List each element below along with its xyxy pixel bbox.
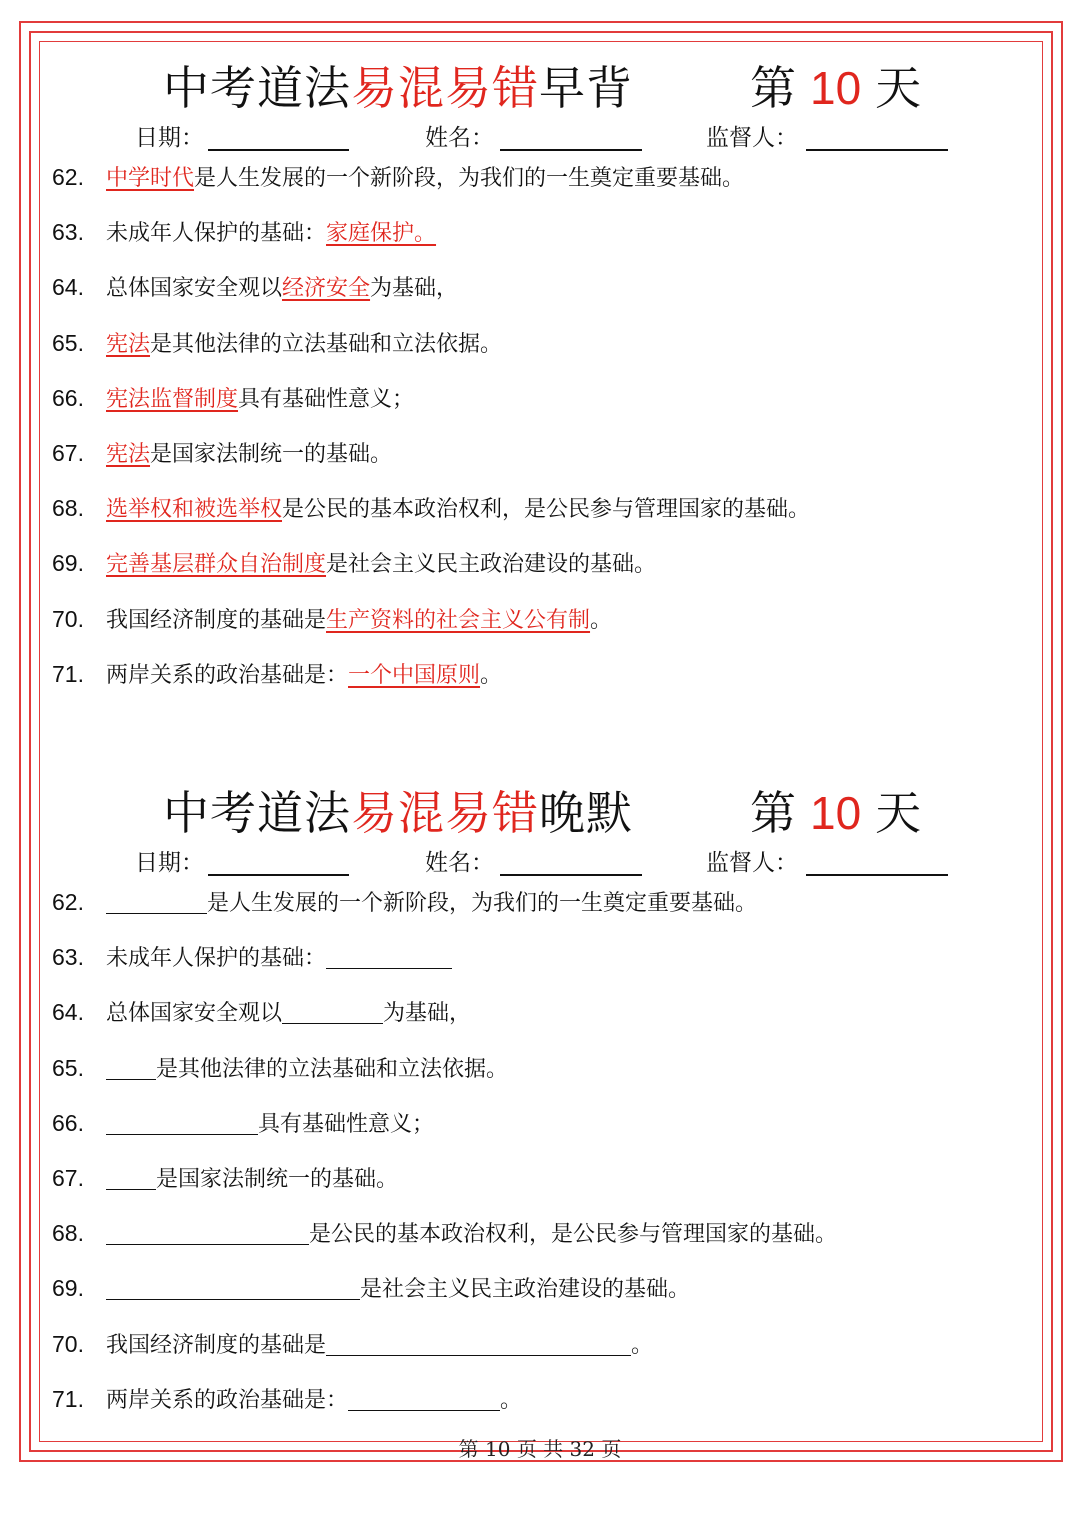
item-text-after: 。	[500, 1387, 523, 1413]
fill-in-blank[interactable]	[348, 1388, 500, 1411]
item-number: 64.	[52, 999, 84, 1026]
day-prefix: 第	[750, 61, 796, 115]
item-text-after: 为基础，	[383, 1001, 472, 1027]
list-item	[52, 381, 414, 415]
item-text-after: 是其他法律的立法基础和立法依据。	[150, 331, 503, 357]
list-item	[52, 1382, 522, 1416]
item-number: 65.	[52, 1054, 84, 1081]
name-field[interactable]	[500, 149, 642, 151]
item-text-after: 。	[631, 1332, 654, 1358]
list-item	[52, 1051, 508, 1085]
morning-day-label	[750, 56, 921, 120]
item-text-after: 为基础，	[370, 276, 459, 302]
fill-in-blank[interactable]	[282, 1001, 383, 1024]
title-prefix: 中考道法	[163, 61, 351, 115]
fill-in-blank[interactable]	[106, 1277, 360, 1300]
morning-title	[163, 56, 633, 120]
title-prefix: 中考道法	[163, 786, 351, 840]
supervisor-field[interactable]	[806, 874, 948, 876]
item-text-before: 总体国家安全观以	[106, 1001, 283, 1027]
name-label: 姓名：	[425, 125, 494, 151]
item-text-before: 我国经济制度的基础是	[106, 1332, 327, 1358]
list-item	[52, 326, 502, 360]
item-text-after: 是公民的基本政治权利，是公民参与管理国家的基础。	[282, 497, 811, 523]
title-suffix: 早背	[539, 61, 633, 115]
list-item	[52, 546, 656, 580]
item-text-after: 是人生发展的一个新阶段，为我们的一生奠定重要基础。	[194, 166, 745, 191]
item-number: 67.	[52, 440, 84, 466]
item-text-before: 未成年人保护的基础：	[106, 221, 327, 247]
item-number: 68.	[52, 1220, 84, 1247]
date-label: 日期：	[135, 850, 204, 876]
item-number: 65.	[52, 329, 84, 356]
date-field[interactable]	[208, 149, 349, 151]
day-suffix: 天	[875, 61, 922, 115]
fill-in-blank[interactable]	[326, 1333, 631, 1356]
fill-in-blank[interactable]	[106, 1057, 156, 1080]
item-number: 69.	[52, 550, 84, 577]
title-suffix: 晚默	[539, 786, 633, 840]
item-number: 63.	[52, 944, 84, 971]
list-item	[52, 1271, 690, 1305]
answer-highlight: 经济安全	[282, 276, 371, 302]
list-item	[52, 885, 757, 919]
fill-in-blank[interactable]	[106, 1222, 309, 1245]
list-item	[52, 436, 392, 470]
page-footer: 第 10 页 共 32 页	[458, 1437, 622, 1461]
item-number: 69.	[52, 1275, 84, 1302]
item-number: 71.	[52, 660, 84, 687]
day-suffix: 天	[875, 786, 922, 840]
morning-meta-row	[0, 122, 1080, 154]
item-text-after: 是其他法律的立法基础和立法依据。	[156, 1056, 509, 1082]
supervisor-label: 监督人：	[706, 125, 798, 151]
list-item	[52, 491, 810, 525]
list-item	[52, 215, 436, 249]
item-number: 62.	[52, 889, 84, 915]
item-number: 62.	[52, 164, 84, 190]
answer-highlight: 宪法监督制度	[106, 386, 239, 412]
title-highlight: 易混易错	[351, 61, 539, 115]
fill-in-blank[interactable]	[106, 1112, 258, 1135]
list-item	[52, 940, 452, 974]
item-text-before: 总体国家安全观以	[106, 276, 283, 302]
evening-meta-row	[0, 847, 1080, 879]
item-text-before: 两岸关系的政治基础是：	[106, 662, 349, 688]
item-number: 70.	[52, 605, 84, 632]
day-number: 10	[810, 787, 862, 839]
evening-day-label	[750, 781, 921, 845]
list-item	[52, 1161, 398, 1195]
item-text-after: 。	[480, 662, 503, 688]
item-number: 66.	[52, 1109, 84, 1136]
answer-highlight: 宪法	[106, 442, 151, 467]
answer-highlight: 完善基层群众自治制度	[106, 552, 327, 578]
item-text-before: 两岸关系的政治基础是：	[106, 1387, 349, 1413]
item-text-after: 是国家法制统一的基础。	[150, 442, 393, 467]
day-prefix: 第	[750, 786, 796, 840]
list-item	[52, 1106, 434, 1140]
fill-in-blank[interactable]	[106, 891, 207, 914]
date-field[interactable]	[208, 874, 349, 876]
item-text-before: 未成年人保护的基础：	[106, 946, 327, 972]
item-number: 67.	[52, 1165, 84, 1191]
title-highlight: 易混易错	[351, 786, 539, 840]
fill-in-blank[interactable]	[326, 946, 452, 969]
item-number: 66.	[52, 384, 84, 411]
list-item	[52, 160, 744, 194]
supervisor-label: 监督人：	[706, 850, 798, 876]
item-number: 71.	[52, 1385, 84, 1412]
answer-highlight: 选举权和被选举权	[106, 497, 283, 523]
item-text-after: 是人生发展的一个新阶段，为我们的一生奠定重要基础。	[207, 891, 758, 916]
answer-highlight: 生产资料的社会主义公有制	[326, 607, 591, 633]
date-label: 日期：	[135, 125, 204, 151]
name-label: 姓名：	[425, 850, 494, 876]
list-item	[52, 657, 502, 691]
item-text-before: 我国经济制度的基础是	[106, 607, 327, 633]
item-text-after: 是社会主义民主政治建设的基础。	[326, 552, 657, 578]
answer-highlight: 宪法	[106, 331, 151, 357]
list-item	[52, 995, 471, 1029]
day-number: 10	[810, 62, 862, 114]
item-number: 63.	[52, 219, 84, 246]
evening-title	[163, 781, 633, 845]
item-text-after: 是社会主义民主政治建设的基础。	[360, 1277, 691, 1303]
item-text-after: 是国家法制统一的基础。	[156, 1167, 399, 1192]
item-number: 68.	[52, 495, 84, 522]
item-text-after: 具有基础性意义；	[238, 386, 415, 412]
list-item	[52, 270, 458, 304]
fill-in-blank[interactable]	[106, 1167, 156, 1190]
list-item	[52, 602, 612, 636]
item-text-after: 。	[590, 607, 613, 633]
item-number: 70.	[52, 1330, 84, 1357]
supervisor-field[interactable]	[806, 149, 948, 151]
answer-highlight: 一个中国原则	[348, 662, 481, 688]
item-text-after: 具有基础性意义；	[258, 1111, 435, 1137]
answer-highlight: 中学时代	[106, 166, 195, 191]
list-item	[52, 1327, 653, 1361]
name-field[interactable]	[500, 874, 642, 876]
answer-highlight: 家庭保护。	[326, 221, 437, 247]
list-item	[52, 1216, 837, 1250]
item-text-after: 是公民的基本政治权利，是公民参与管理国家的基础。	[309, 1222, 838, 1248]
item-number: 64.	[52, 274, 84, 301]
